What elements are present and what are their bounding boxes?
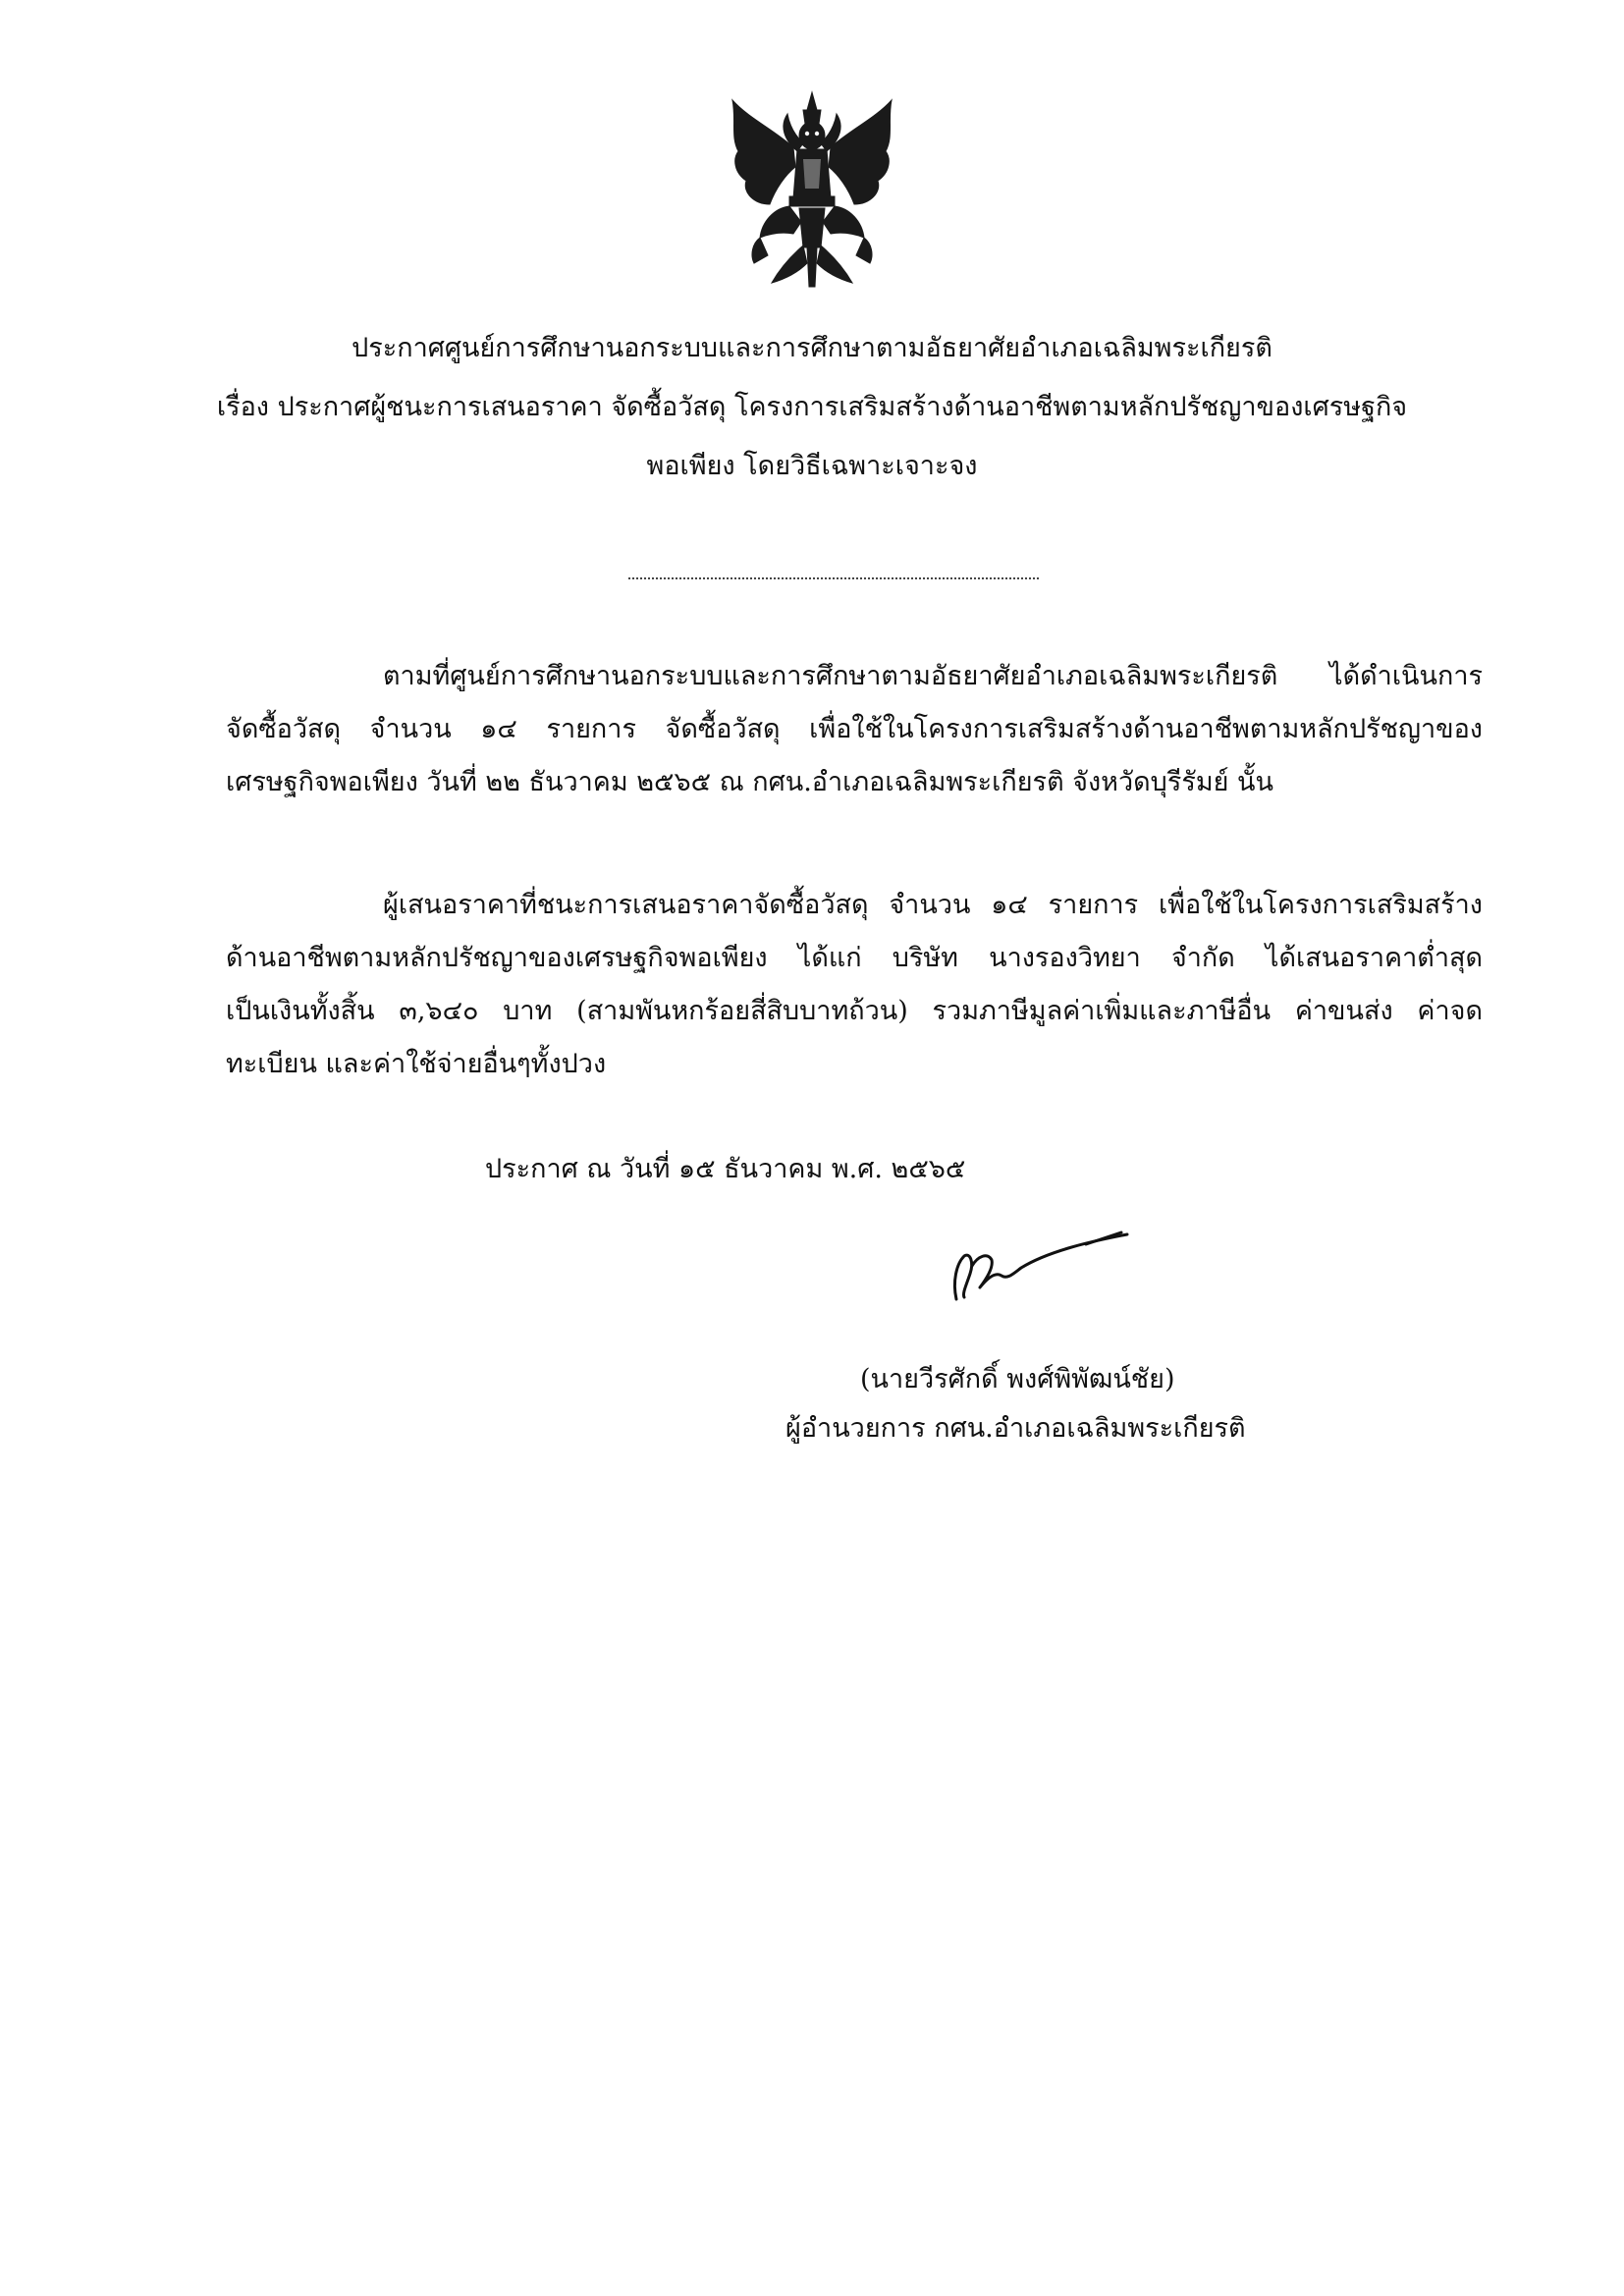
announcement-subject-continued: พอเพียง โดยวิธีเฉพาะเจาะจง <box>646 451 978 481</box>
paragraph-2-line: ด้านอาชีพตามหลักปรัชญาของเศรษฐกิจพอเพียง ได้แก่ บริษัท นางรองวิทยา จำกัด ได้เสนอราคาต่ำสุด <box>226 943 1483 973</box>
paragraph-2 <box>226 879 1483 1091</box>
paragraph-1-line: เศรษฐกิจพอเพียง วันที่ ๒๒ ธันวาคม ๒๕๖๕ ณ กศน.อำเภอเฉลิมพระเกียรติ จังหวัดบุรีรัมย์ นั้น <box>226 767 1273 797</box>
paragraph-1 <box>226 650 1483 809</box>
announcement-heading: ประกาศศูนย์การศึกษานอกระบบและการศึกษาตามอัธยาศัยอำเภอเฉลิมพระเกียรติ <box>352 333 1272 363</box>
paragraph-2-line: ผู้เสนอราคาที่ชนะการเสนอราคาจัดซื้อวัสดุ จำนวน ๑๔ รายการ เพื่อใช้ในโครงการเสริมสร้าง <box>383 890 1483 920</box>
signatory-title: ผู้อำนวยการ กศน.อำเภอเฉลิมพระเกียรติ <box>785 1413 1246 1444</box>
paragraph-1-line: ตามที่ศูนย์การศึกษานอกระบบและการศึกษาตามอัธยาศัยอำเภอเฉลิมพระเกียรติ ได้ดำเนินการ <box>383 661 1483 691</box>
announcement-date: ประกาศ ณ วันที่ ๑๕ ธันวาคม พ.ศ. ๒๕๖๕ <box>485 1154 966 1184</box>
announcement-subject: เรื่อง ประกาศผู้ชนะการเสนอราคา จัดซื้อวัสดุ โครงการเสริมสร้างด้านอาชีพตามหลักปรัชญาของเศรษฐกิจ <box>216 392 1408 422</box>
handwritten-signature <box>939 1223 1135 1311</box>
signatory-name: (นายวีรศักดิ์ พงศ์พิพัฒน์ชัย) <box>860 1364 1175 1394</box>
garuda-emblem-icon <box>725 90 899 297</box>
divider <box>628 577 1039 579</box>
paragraph-2-line: เป็นเงินทั้งสิ้น ๓,๖๔๐ บาท (สามพันหกร้อยสี่สิบบาทถ้วน) รวมภาษีมูลค่าเพิ่มและภาษีอื่น ค่าขนส่ง ค่าจด <box>226 996 1483 1026</box>
paragraph-2-line: ทะเบียน และค่าใช้จ่ายอื่นๆทั้งปวง <box>226 1049 607 1079</box>
paragraph-1-line: จัดซื้อวัสดุ จำนวน ๑๔ รายการ จัดซื้อวัสดุ เพื่อใช้ในโครงการเสริมสร้างด้านอาชีพตามหลักปรัชญาของ <box>226 714 1483 744</box>
